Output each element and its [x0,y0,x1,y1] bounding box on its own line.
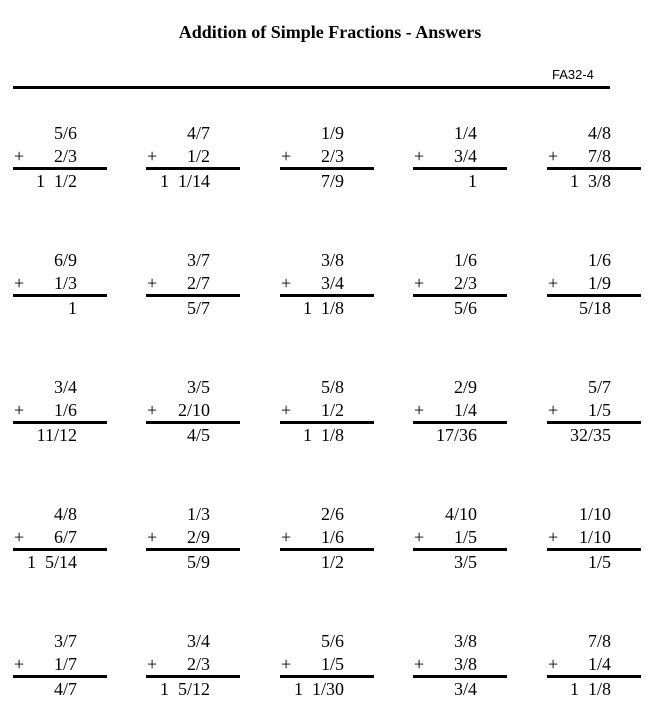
second-addend: 1/9 [587,273,611,293]
second-addend: 2/3 [53,146,77,166]
plus-sign: + [414,527,425,547]
first-addend: 7/8 [587,631,611,651]
sum-line [547,548,641,551]
problem-3-1 [13,377,107,453]
problem-4-5 [547,504,641,580]
first-addend: 4/10 [444,504,477,524]
second-addend: 3/8 [453,654,477,674]
second-addend: 1/4 [587,654,611,674]
second-addend: 2/3 [453,273,477,293]
problem-1-5 [547,123,641,199]
answer: 5/7 [186,298,210,318]
plus-sign: + [414,273,425,293]
first-addend: 1/10 [578,504,611,524]
problem-4-4 [413,504,507,580]
worksheet-code: FA32-4 [552,67,594,82]
plus-sign: + [548,654,559,674]
second-addend: 2/3 [186,654,210,674]
second-addend: 1/5 [320,654,344,674]
problem-3-5 [547,377,641,453]
answer: 1 1/30 [293,679,344,699]
problem-4-1 [13,504,107,580]
answer: 1 1/8 [302,425,344,445]
answer: 1/5 [587,552,611,572]
second-addend: 2/3 [320,146,344,166]
answer: 1 1/8 [302,298,344,318]
first-addend: 5/6 [53,123,77,143]
second-addend: 1/5 [453,527,477,547]
sum-line [547,294,641,297]
first-addend: 2/6 [320,504,344,524]
first-addend: 4/8 [587,123,611,143]
plus-sign: + [14,527,25,547]
first-addend: 1/6 [587,250,611,270]
problem-5-2 [146,631,240,707]
sum-line [280,675,374,678]
plus-sign: + [414,146,425,166]
sum-line [13,294,107,297]
problem-2-5 [547,250,641,326]
plus-sign: + [14,654,25,674]
problem-3-2 [146,377,240,453]
sum-line [280,421,374,424]
plus-sign: + [548,273,559,293]
first-addend: 3/4 [186,631,210,651]
answer: 1 1/14 [159,171,210,191]
plus-sign: + [14,400,25,420]
first-addend: 6/9 [53,250,77,270]
first-addend: 3/4 [53,377,77,397]
answer: 1 1/2 [35,171,77,191]
second-addend: 1/6 [53,400,77,420]
problem-1-1 [13,123,107,199]
answer: 1 5/12 [159,679,210,699]
sum-line [413,548,507,551]
first-addend: 5/8 [320,377,344,397]
second-addend: 1/6 [320,527,344,547]
problem-3-4 [413,377,507,453]
first-addend: 3/7 [53,631,77,651]
second-addend: 6/7 [53,527,77,547]
answer: 1 1/8 [569,679,611,699]
plus-sign: + [281,400,292,420]
answer: 1 [68,298,77,318]
first-addend: 4/8 [53,504,77,524]
second-addend: 1/7 [53,654,77,674]
problem-4-3 [280,504,374,580]
first-addend: 3/7 [186,250,210,270]
sum-line [280,548,374,551]
plus-sign: + [548,146,559,166]
sum-line [547,421,641,424]
answer: 1 [468,171,477,191]
answer: 3/4 [453,679,477,699]
first-addend: 5/7 [587,377,611,397]
problem-4-2 [146,504,240,580]
second-addend: 2/7 [186,273,210,293]
plus-sign: + [548,527,559,547]
answer: 5/6 [453,298,477,318]
second-addend: 3/4 [453,146,477,166]
problem-1-2 [146,123,240,199]
plus-sign: + [147,273,158,293]
problem-2-4 [413,250,507,326]
sum-line [547,167,641,170]
sum-line [146,548,240,551]
first-addend: 3/5 [186,377,210,397]
problem-2-3 [280,250,374,326]
sum-line [280,294,374,297]
second-addend: 1/2 [186,146,210,166]
sum-line [13,548,107,551]
second-addend: 2/9 [186,527,210,547]
first-addend: 1/3 [186,504,210,524]
first-addend: 1/9 [320,123,344,143]
plus-sign: + [14,273,25,293]
problem-5-1 [13,631,107,707]
answer: 5/18 [578,298,611,318]
sum-line [413,294,507,297]
plus-sign: + [147,654,158,674]
sum-line [146,675,240,678]
plus-sign: + [548,400,559,420]
first-addend: 3/8 [320,250,344,270]
answer: 11/12 [36,425,77,445]
sum-line [13,167,107,170]
second-addend: 2/10 [177,400,210,420]
second-addend: 3/4 [320,273,344,293]
plus-sign: + [281,654,292,674]
plus-sign: + [281,146,292,166]
answer: 1/2 [320,552,344,572]
plus-sign: + [147,527,158,547]
problem-1-3 [280,123,374,199]
header-divider [13,86,610,89]
first-addend: 1/6 [453,250,477,270]
second-addend: 7/8 [587,146,611,166]
answer: 3/5 [453,552,477,572]
second-addend: 1/2 [320,400,344,420]
problem-5-3 [280,631,374,707]
answer: 17/36 [435,425,477,445]
answer: 1 3/8 [569,171,611,191]
answer: 7/9 [320,171,344,191]
problem-3-3 [280,377,374,453]
sum-line [280,167,374,170]
plus-sign: + [281,273,292,293]
plus-sign: + [14,146,25,166]
answer: 4/7 [53,679,77,699]
second-addend: 1/3 [53,273,77,293]
sum-line [146,294,240,297]
second-addend: 1/5 [587,400,611,420]
first-addend: 2/9 [453,377,477,397]
problem-1-4 [413,123,507,199]
second-addend: 1/10 [578,527,611,547]
worksheet-title: Addition of Simple Fractions - Answers [178,22,482,42]
first-addend: 4/7 [186,123,210,143]
sum-line [13,675,107,678]
problem-5-5 [547,631,641,707]
first-addend: 1/4 [453,123,477,143]
sum-line [413,421,507,424]
answer: 4/5 [186,425,210,445]
second-addend: 1/4 [453,400,477,420]
sum-line [146,167,240,170]
sum-line [547,675,641,678]
sum-line [13,421,107,424]
plus-sign: + [147,400,158,420]
plus-sign: + [147,146,158,166]
problem-2-1 [13,250,107,326]
answer: 5/9 [186,552,210,572]
problem-5-4 [413,631,507,707]
first-addend: 3/8 [453,631,477,651]
first-addend: 5/6 [320,631,344,651]
sum-line [146,421,240,424]
sum-line [413,167,507,170]
plus-sign: + [281,527,292,547]
answer: 32/35 [569,425,611,445]
plus-sign: + [414,400,425,420]
plus-sign: + [414,654,425,674]
problem-2-2 [146,250,240,326]
sum-line [413,675,507,678]
answer: 1 5/14 [26,552,77,572]
